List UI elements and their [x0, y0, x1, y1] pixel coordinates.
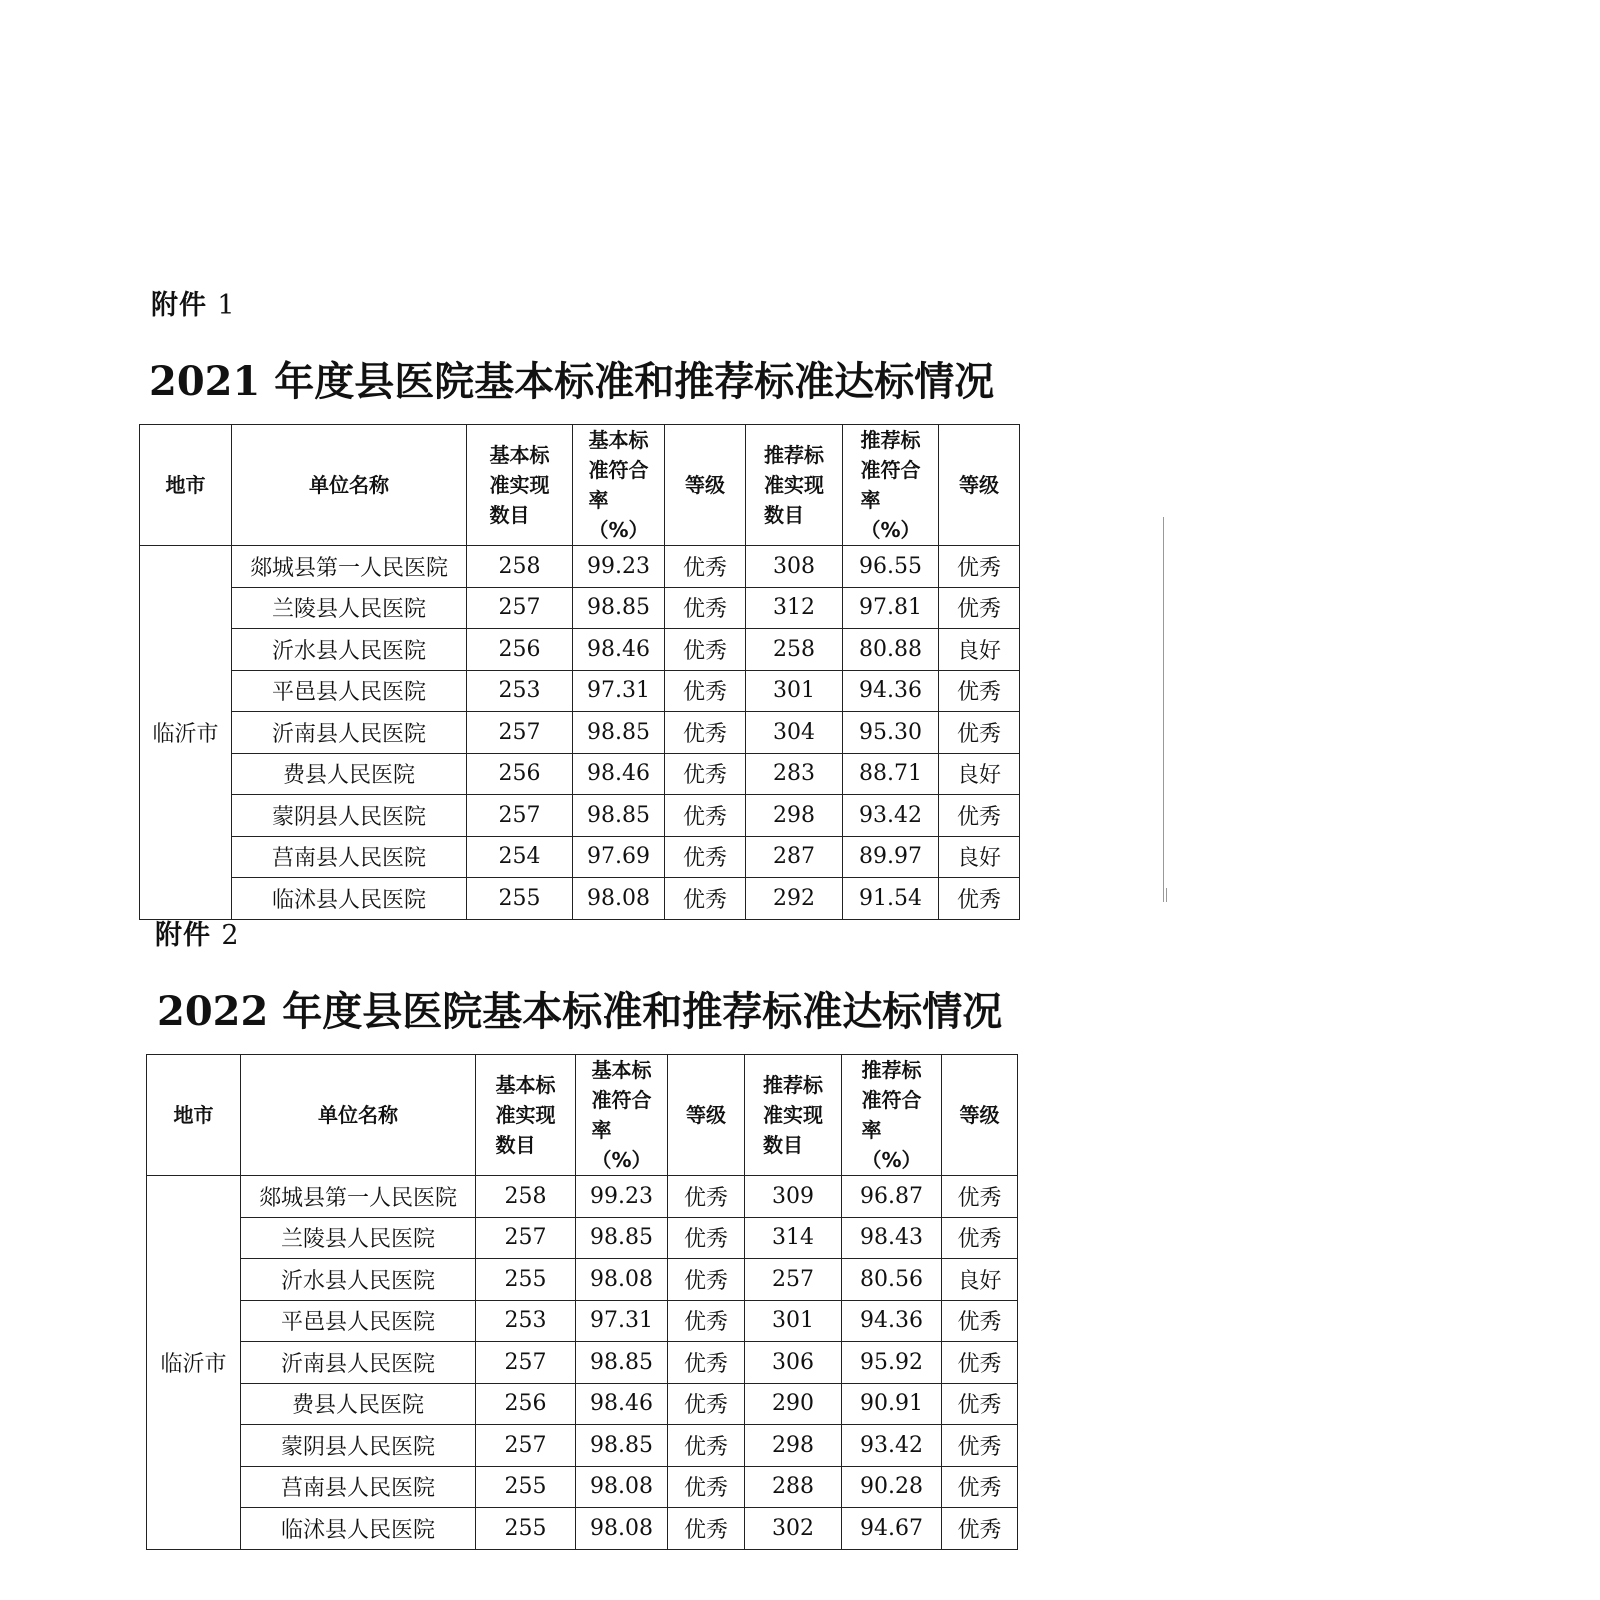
rec-rate-cell: 94.67	[842, 1508, 942, 1550]
unit-name-cell: 沂水县人民医院	[232, 629, 467, 671]
header-rec-grade-text: 等级	[959, 1103, 1000, 1127]
header-rec-count	[745, 1055, 842, 1176]
city-cell: 临沂市	[140, 546, 232, 920]
basic-rate-cell: 99.23	[573, 546, 665, 588]
basic-grade-cell: 优秀	[668, 1383, 745, 1425]
basic-rate-cell: 97.31	[576, 1300, 668, 1342]
unit-name-cell: 沂南县人民医院	[241, 1342, 476, 1384]
table-row	[147, 1342, 1018, 1384]
rec-count-cell: 301	[746, 670, 843, 712]
header-unit-name-text: 单位名称	[318, 1103, 398, 1127]
rec-rate-cell: 90.91	[842, 1383, 942, 1425]
page-edge-line	[1163, 517, 1164, 902]
table-header	[140, 425, 1020, 546]
rec-count-cell: 309	[745, 1176, 842, 1218]
basic-rate-cell: 99.23	[576, 1176, 668, 1218]
rec-count-cell: 306	[745, 1342, 842, 1384]
basic-rate-cell: 98.08	[576, 1508, 668, 1550]
table-row	[147, 1425, 1018, 1467]
header-basic-grade-text: 等级	[685, 473, 725, 497]
header-basic-rate-text: 基本标准符合率（%）	[588, 428, 649, 542]
basic-rate-cell: 98.08	[576, 1259, 668, 1301]
table-body	[147, 1176, 1018, 1550]
basic-rate-cell: 98.08	[576, 1466, 668, 1508]
table-row	[140, 587, 1020, 629]
rec-grade-cell: 优秀	[942, 1217, 1018, 1259]
rec-count-cell: 258	[746, 629, 843, 671]
header-basic-grade-text: 等级	[686, 1103, 726, 1127]
basic-rate-cell: 98.85	[573, 587, 665, 629]
attachment-1-label-text: 附件	[151, 290, 207, 321]
table-row	[140, 836, 1020, 878]
basic-count-cell: 253	[467, 670, 573, 712]
header-rec-rate	[842, 1055, 942, 1176]
header-basic-count-text: 基本标准实现数目	[495, 1073, 556, 1157]
table-row	[140, 546, 1020, 588]
rec-rate-cell: 89.97	[843, 836, 939, 878]
unit-name-cell: 莒南县人民医院	[241, 1466, 476, 1508]
attachment-2-number: 2	[221, 920, 240, 951]
rec-grade-cell: 优秀	[939, 712, 1020, 754]
basic-count-cell: 255	[467, 878, 573, 920]
basic-count-cell: 257	[476, 1342, 576, 1384]
header-rec-rate	[843, 425, 939, 546]
basic-grade-cell: 优秀	[665, 878, 746, 920]
header-city-text: 地市	[165, 473, 206, 497]
attachment-1-label	[151, 283, 236, 322]
rec-grade-cell: 优秀	[939, 587, 1020, 629]
basic-grade-cell: 优秀	[668, 1259, 745, 1301]
rec-rate-cell: 95.92	[842, 1342, 942, 1384]
basic-rate-cell: 98.08	[573, 878, 665, 920]
unit-name-cell: 郯城县第一人民医院	[232, 546, 467, 588]
basic-count-cell: 256	[467, 629, 573, 671]
rec-rate-cell: 90.28	[842, 1466, 942, 1508]
unit-name-cell: 费县人民医院	[241, 1383, 476, 1425]
header-rec-count-text: 推荐标准实现数目	[764, 443, 824, 527]
header-unit-name-text: 单位名称	[309, 473, 389, 497]
header-row	[147, 1055, 1018, 1176]
page-edge-line-mark	[1166, 888, 1167, 902]
header-rec-grade	[942, 1055, 1018, 1176]
header-unit-name	[241, 1055, 476, 1176]
basic-grade-cell: 优秀	[668, 1300, 745, 1342]
unit-name-cell: 临沭县人民医院	[232, 878, 467, 920]
table-row	[147, 1383, 1018, 1425]
basic-rate-cell: 98.46	[573, 629, 665, 671]
attachment-1-title: 2021 年度县医院基本标准和推荐标准达标情况	[149, 358, 995, 405]
header-city-text: 地市	[173, 1103, 214, 1127]
rec-grade-cell: 优秀	[942, 1425, 1018, 1467]
rec-rate-cell: 94.36	[842, 1300, 942, 1342]
attachment-2-table	[146, 1054, 1018, 1550]
table-row	[140, 670, 1020, 712]
unit-name-cell: 沂南县人民医院	[232, 712, 467, 754]
header-basic-rate	[573, 425, 665, 546]
table-row	[147, 1259, 1018, 1301]
unit-name-cell: 临沭县人民医院	[241, 1508, 476, 1550]
table-row	[140, 712, 1020, 754]
basic-count-cell: 256	[476, 1383, 576, 1425]
unit-name-cell: 沂水县人民医院	[241, 1259, 476, 1301]
rec-grade-cell: 良好	[939, 836, 1020, 878]
header-basic-rate	[576, 1055, 668, 1176]
basic-grade-cell: 优秀	[668, 1342, 745, 1384]
table-row	[140, 878, 1020, 920]
rec-grade-cell: 良好	[939, 629, 1020, 671]
header-rec-rate-text: 推荐标准符合率（%）	[860, 428, 921, 542]
basic-count-cell: 257	[467, 587, 573, 629]
rec-count-cell: 308	[746, 546, 843, 588]
rec-grade-cell: 优秀	[939, 795, 1020, 837]
header-basic-count	[467, 425, 573, 546]
header-unit-name	[232, 425, 467, 546]
unit-name-cell: 费县人民医院	[232, 753, 467, 795]
table-header	[147, 1055, 1018, 1176]
basic-grade-cell: 优秀	[668, 1425, 745, 1467]
header-rec-count	[746, 425, 843, 546]
header-row	[140, 425, 1020, 546]
rec-count-cell: 257	[745, 1259, 842, 1301]
header-basic-count	[476, 1055, 576, 1176]
basic-rate-cell: 98.46	[573, 753, 665, 795]
attachment-1-number: 1	[217, 290, 236, 321]
basic-count-cell: 256	[467, 753, 573, 795]
rec-count-cell: 287	[746, 836, 843, 878]
basic-grade-cell: 优秀	[668, 1508, 745, 1550]
rec-rate-cell: 96.87	[842, 1176, 942, 1218]
basic-count-cell: 255	[476, 1259, 576, 1301]
table-row	[147, 1300, 1018, 1342]
basic-grade-cell: 优秀	[665, 795, 746, 837]
rec-grade-cell: 优秀	[939, 878, 1020, 920]
basic-rate-cell: 98.85	[576, 1342, 668, 1384]
basic-grade-cell: 优秀	[665, 753, 746, 795]
basic-grade-cell: 优秀	[668, 1176, 745, 1218]
basic-grade-cell: 优秀	[668, 1217, 745, 1259]
basic-grade-cell: 优秀	[668, 1466, 745, 1508]
basic-grade-cell: 优秀	[665, 836, 746, 878]
basic-rate-cell: 98.85	[576, 1217, 668, 1259]
unit-name-cell: 莒南县人民医院	[232, 836, 467, 878]
rec-grade-cell: 优秀	[942, 1176, 1018, 1218]
rec-grade-cell: 优秀	[942, 1383, 1018, 1425]
basic-count-cell: 255	[476, 1466, 576, 1508]
unit-name-cell: 兰陵县人民医院	[232, 587, 467, 629]
rec-rate-cell: 96.55	[843, 546, 939, 588]
basic-rate-cell: 98.85	[573, 712, 665, 754]
unit-name-cell: 兰陵县人民医院	[241, 1217, 476, 1259]
rec-count-cell: 302	[745, 1508, 842, 1550]
rec-rate-cell: 93.42	[843, 795, 939, 837]
basic-count-cell: 254	[467, 836, 573, 878]
rec-rate-cell: 97.81	[843, 587, 939, 629]
header-rec-grade	[939, 425, 1020, 546]
rec-count-cell: 301	[745, 1300, 842, 1342]
table-row	[147, 1508, 1018, 1550]
table-row	[140, 629, 1020, 671]
rec-grade-cell: 良好	[942, 1259, 1018, 1301]
header-city	[147, 1055, 241, 1176]
rec-grade-cell: 良好	[939, 753, 1020, 795]
rec-rate-cell: 95.30	[843, 712, 939, 754]
basic-rate-cell: 98.85	[576, 1425, 668, 1467]
rec-grade-cell: 优秀	[942, 1508, 1018, 1550]
rec-rate-cell: 80.88	[843, 629, 939, 671]
rec-count-cell: 312	[746, 587, 843, 629]
basic-count-cell: 258	[467, 546, 573, 588]
unit-name-cell: 郯城县第一人民医院	[241, 1176, 476, 1218]
rec-grade-cell: 优秀	[939, 546, 1020, 588]
rec-count-cell: 288	[745, 1466, 842, 1508]
rec-count-cell: 292	[746, 878, 843, 920]
basic-count-cell: 257	[476, 1217, 576, 1259]
basic-count-cell: 257	[476, 1425, 576, 1467]
basic-count-cell: 257	[467, 795, 573, 837]
unit-name-cell: 蒙阴县人民医院	[232, 795, 467, 837]
basic-count-cell: 257	[467, 712, 573, 754]
table-body	[140, 546, 1020, 920]
table-row	[140, 795, 1020, 837]
rec-grade-cell: 优秀	[942, 1300, 1018, 1342]
table-row	[140, 753, 1020, 795]
basic-grade-cell: 优秀	[665, 670, 746, 712]
rec-count-cell: 283	[746, 753, 843, 795]
rec-rate-cell: 98.43	[842, 1217, 942, 1259]
basic-rate-cell: 97.69	[573, 836, 665, 878]
unit-name-cell: 平邑县人民医院	[241, 1300, 476, 1342]
attachment-2-label-text: 附件	[155, 920, 211, 951]
basic-rate-cell: 98.85	[573, 795, 665, 837]
header-basic-grade	[668, 1055, 745, 1176]
table-row	[147, 1217, 1018, 1259]
rec-count-cell: 290	[745, 1383, 842, 1425]
attachment-1-table	[139, 424, 1020, 920]
rec-count-cell: 304	[746, 712, 843, 754]
rec-count-cell: 298	[745, 1425, 842, 1467]
rec-rate-cell: 88.71	[843, 753, 939, 795]
basic-rate-cell: 98.46	[576, 1383, 668, 1425]
city-cell: 临沂市	[147, 1176, 241, 1550]
attachment-2-title: 2022 年度县医院基本标准和推荐标准达标情况	[157, 988, 1003, 1035]
rec-rate-cell: 80.56	[842, 1259, 942, 1301]
table-row	[147, 1176, 1018, 1218]
basic-rate-cell: 97.31	[573, 670, 665, 712]
basic-count-cell: 255	[476, 1508, 576, 1550]
rec-rate-cell: 93.42	[842, 1425, 942, 1467]
basic-grade-cell: 优秀	[665, 587, 746, 629]
rec-count-cell: 298	[746, 795, 843, 837]
header-city	[140, 425, 232, 546]
rec-grade-cell: 优秀	[939, 670, 1020, 712]
table-row	[147, 1466, 1018, 1508]
basic-grade-cell: 优秀	[665, 546, 746, 588]
rec-rate-cell: 91.54	[843, 878, 939, 920]
attachment-2-label	[155, 913, 240, 952]
rec-grade-cell: 优秀	[942, 1466, 1018, 1508]
basic-count-cell: 258	[476, 1176, 576, 1218]
rec-grade-cell: 优秀	[942, 1342, 1018, 1384]
basic-count-cell: 253	[476, 1300, 576, 1342]
unit-name-cell: 蒙阴县人民医院	[241, 1425, 476, 1467]
rec-count-cell: 314	[745, 1217, 842, 1259]
rec-rate-cell: 94.36	[843, 670, 939, 712]
basic-grade-cell: 优秀	[665, 629, 746, 671]
header-rec-rate-text: 推荐标准符合率（%）	[861, 1058, 922, 1172]
basic-grade-cell: 优秀	[665, 712, 746, 754]
header-basic-count-text: 基本标准实现数目	[489, 443, 550, 527]
header-basic-rate-text: 基本标准符合率（%）	[591, 1058, 652, 1172]
unit-name-cell: 平邑县人民医院	[232, 670, 467, 712]
header-basic-grade	[665, 425, 746, 546]
header-rec-grade-text: 等级	[959, 473, 999, 497]
header-rec-count-text: 推荐标准实现数目	[763, 1073, 823, 1157]
